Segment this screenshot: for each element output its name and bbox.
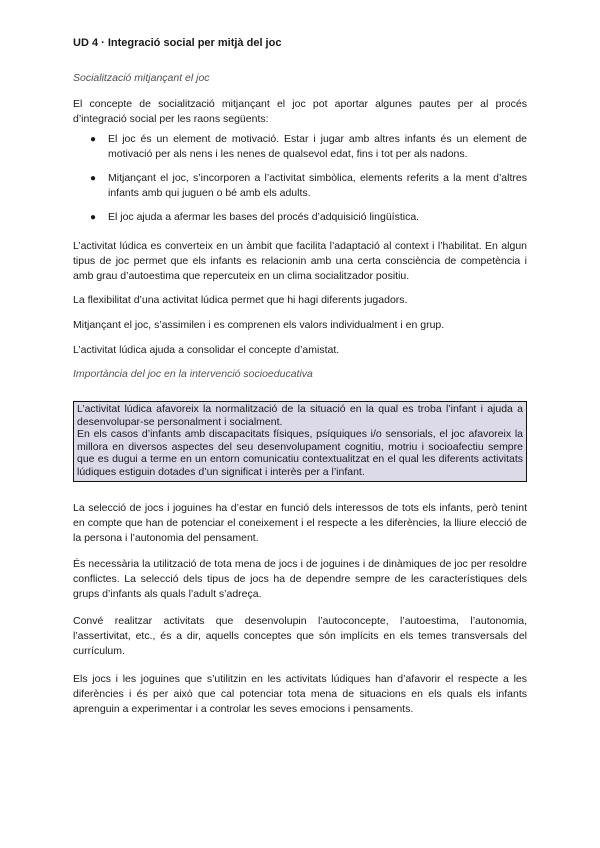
page-title: UD 4 · Integració social per mitjà del joc: [73, 37, 282, 49]
bullet-icon: ●: [90, 173, 97, 184]
intro-paragraph: El concepte de socialització mitjançant el joc pot aportar algunes pautes per al procés d’integració social per les raons següents:: [73, 98, 527, 125]
paragraph-emotions: Els jocs i les joguines que s’utilitzin en les activitats lúdiques han d’afavorir el respecte a les diferències i és per això que cal potenciar tota mena de situacions en els quals els infants aprenguin a experimentar i a controlar les seves emocions i pensaments.: [73, 673, 527, 715]
bullet-icon: ●: [90, 134, 97, 145]
list-item-text: El joc és un element de motivació. Estar i jugar amb altres infants és un element de motivació per als nens i les nenes de qualsevol edat, fins i tot per als nadons.: [108, 133, 527, 160]
list-item-text: El joc ajuda a afermar les bases del procés d’adquisició lingüística.: [108, 211, 420, 223]
highlight-box: [73, 401, 527, 482]
paragraph-activities: Convé realitzar activitats que desenvolupin l’autoconcepte, l’autoestima, l’autonomia, l’assertivitat, etc., és a dir, aquells conceptes que són implícits en els temes transversals del currículum.: [73, 615, 527, 657]
list-item: [73, 132, 527, 162]
list-item: [73, 210, 527, 225]
paragraph-selection: La selecció de jocs i joguines ha d’estar en funció dels interessos de tots els infants, però tenint en compte que han de potenciar el coneixement i el respecte a les diferències, la lliure elecció de la persona i l’autonomia del pensament.: [73, 502, 527, 544]
section-subtitle-importance: Importància del joc en la intervenció socioeducativa: [73, 368, 313, 380]
paragraph-ludic-adaptation: L’activitat lúdica es converteix en un àmbit que facilita l’adaptació al context i l’habilitat. En algun tipus de joc permet que els infants es relacionin amb una certa consciència de competència i amb grau d’autoestima que repercuteix en un clima socialitzador positiu.: [73, 240, 527, 282]
callout-paragraph: En els casos d’infants amb discapacitats físiques, psíquiques i/o sensorials, el joc afavoreix la millora en diversos aspectes del seu desenvolupament cognitiu, motriu i socioafectiu sempre que es dugui a terme en un entorn comunicatiu contextualitzat en el qual les diferents activitats lúdiques estiguin dotades d’un significat i interès per a l’infant.: [77, 428, 523, 478]
paragraph-flexibility: La flexibilitat d’una activitat lúdica permet que hi hagi diferents jugadors.: [73, 294, 408, 306]
reasons-list: [73, 132, 527, 234]
paragraph-values: Mitjançant el joc, s’assimilen i es comprenen els valors individualment i en grup.: [73, 319, 445, 331]
list-item: [73, 171, 527, 201]
section-subtitle-socialization: Socialització mitjançant el joc: [73, 72, 210, 84]
list-item-text: Mitjançant el joc, s’incorporen a l’activitat simbòlica, elements referits a la ment d’altres infants amb qui juguen o bé amb els adults.: [108, 172, 527, 199]
bullet-icon: ●: [90, 212, 97, 223]
paragraph-friendship: L’activitat lúdica ajuda a consolidar el concepte d’amistat.: [73, 344, 340, 356]
paragraph-conflicts: És necessària la utilització de tota mena de jocs i de joguines i de dinàmiques de joc per resoldre conflictes. La selecció dels tipus de jocs ha de dependre sempre de les característiques dels grups d’infants als quals l’adult s’adreça.: [73, 558, 527, 600]
callout-paragraph: L’activitat lúdica afavoreix la normalització de la situació en la qual es troba l’infant i ajuda a desenvolupar-se personalment i socialment.: [77, 403, 523, 428]
